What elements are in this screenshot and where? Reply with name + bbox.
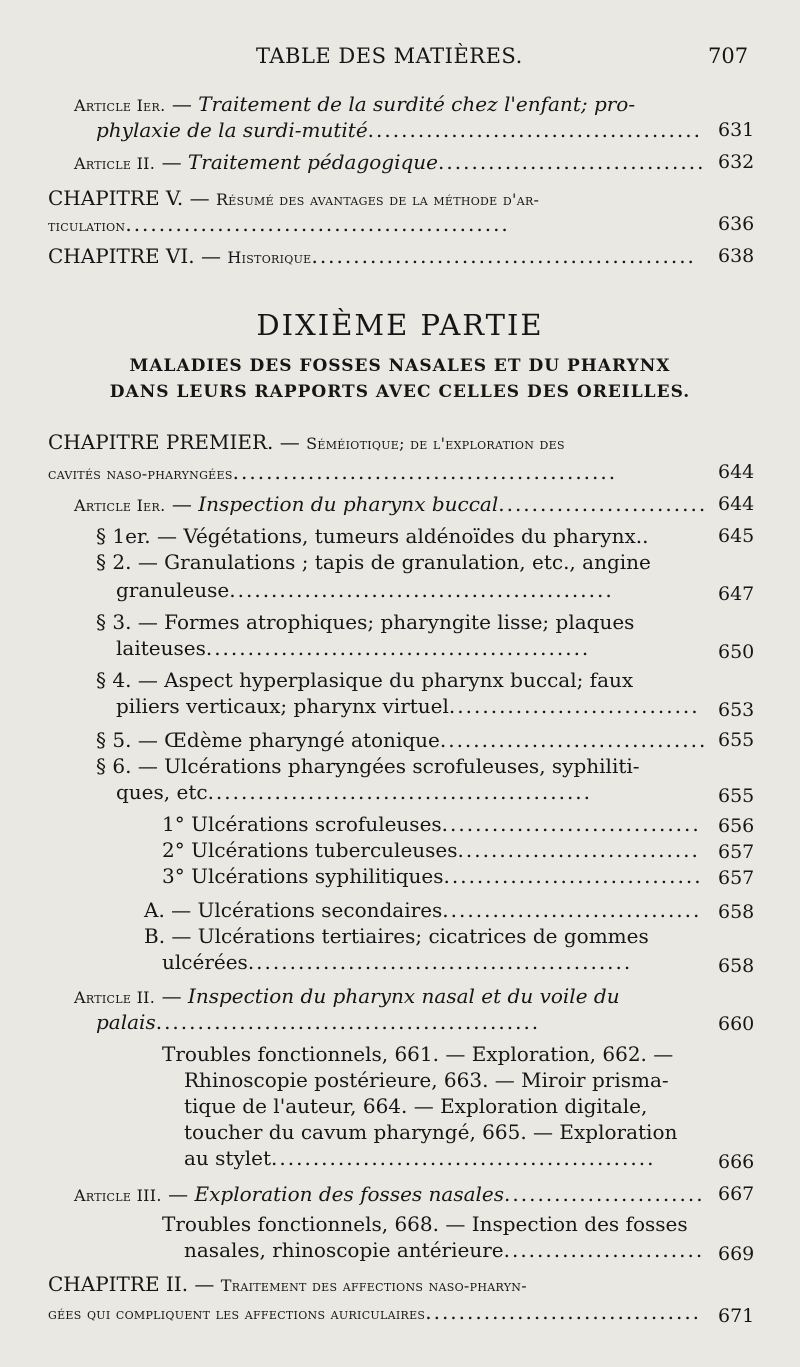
section-title-cont: granuleuse: [116, 578, 230, 602]
entry-page: 644: [718, 493, 755, 515]
entry-lead: Article III.: [74, 1186, 162, 1205]
subsection-line: [162, 812, 701, 837]
subsection-line: [144, 898, 701, 923]
subsection-title: Ulcérations tuberculeuses: [191, 838, 458, 862]
page-number: 707: [708, 44, 749, 68]
note-text: nasales, rhinoscopie antérieure: [184, 1238, 504, 1262]
entry-lead: CHAPITRE PREMIER.: [48, 430, 274, 454]
note-text: Troubles fonctionnels, 668. — Inspection des fosses: [162, 1212, 688, 1236]
section-page: 653: [718, 699, 755, 721]
leader-dots: ...............................: [443, 864, 703, 888]
leader-dots: ..............................................: [205, 636, 591, 660]
leader-dots: .........................: [498, 492, 708, 516]
dash: —: [137, 754, 158, 778]
entry-page: 644: [718, 461, 755, 483]
section-page: 650: [718, 641, 755, 663]
dash: —: [161, 150, 182, 174]
subsection-number: A.: [144, 898, 165, 922]
entry-lead: CHAPITRE V.: [48, 186, 184, 210]
section-line: [96, 754, 640, 779]
entry-lead: CHAPITRE II.: [48, 1272, 189, 1296]
dash: —: [200, 244, 221, 268]
subsection-page: 658: [718, 901, 755, 923]
section-line: [96, 550, 651, 575]
toc-entry-line: [74, 492, 707, 518]
toc-entry-line: [74, 1182, 705, 1208]
subsection-number: 2°: [162, 838, 185, 862]
dash: —: [168, 1182, 189, 1206]
entry-title: Séméiotique; de l'exploration des: [306, 434, 565, 453]
dash: —: [137, 728, 158, 752]
note-line: [184, 1068, 669, 1093]
subsection-title: Ulcérations tertiaires; cicatrices de gommes: [197, 924, 649, 948]
leader-dots: ..............................................: [271, 1146, 656, 1170]
toc-entry-line: [96, 118, 702, 143]
note-line: [184, 1094, 647, 1119]
dash: —: [171, 924, 192, 948]
toc-entry-line: [96, 1010, 540, 1035]
leader-dots: ..............................................: [155, 1010, 541, 1034]
running-header: [60, 44, 760, 74]
leader-dots: ................................: [439, 728, 708, 752]
leader-dots: ..............................................: [311, 244, 696, 268]
note-page: 669: [718, 1243, 755, 1265]
leader-dots: ..............................................: [232, 460, 618, 484]
entry-lead: Article II.: [74, 988, 156, 1007]
entry-title-cont: cavités naso-pharyngées: [48, 464, 233, 483]
entry-title-cont: phylaxie de la surdi-mutité: [96, 118, 368, 142]
subsection-title: Ulcérations syphilitiques: [191, 864, 444, 888]
section-title-cont: piliers verticaux; pharynx virtuel: [116, 694, 449, 718]
entry-title: Traitement de la surdité chez l'enfant; pro-: [198, 92, 636, 116]
section-line: [116, 578, 614, 603]
leader-dots: ........................................: [367, 118, 702, 142]
entry-title: Traitement pédagogique: [187, 150, 439, 174]
subsection-title: Ulcérations scrofuleuses: [191, 812, 442, 836]
section-page: 647: [718, 583, 755, 605]
note-text: Rhinoscopie postérieure, 663. — Miroir prisma-: [184, 1068, 669, 1092]
section-title: Œdème pharyngé atonique: [164, 728, 440, 752]
toc-entry-line: [48, 186, 539, 212]
note-text: au stylet: [184, 1146, 272, 1170]
dash: —: [161, 984, 182, 1008]
entry-page: 631: [718, 119, 755, 141]
note-line: [162, 1212, 688, 1237]
running-title: TABLE DES MATIÈRES.: [256, 44, 523, 68]
entry-page: 632: [718, 151, 755, 173]
entry-lead: CHAPITRE VI.: [48, 244, 195, 268]
leader-dots: ........................: [503, 1238, 705, 1262]
leader-dots: .................................: [425, 1300, 702, 1324]
note-text: toucher du cavum pharyngé, 665. — Exploration: [184, 1120, 678, 1144]
subsection-line: [144, 924, 649, 949]
section-number: § 4.: [96, 668, 132, 692]
section-title-cont: laiteuses: [116, 636, 206, 660]
subsection-number: 1°: [162, 812, 185, 836]
toc-entry-line: [48, 430, 565, 456]
section-number: § 5.: [96, 728, 132, 752]
entry-title-cont: ticulation: [48, 216, 126, 235]
subsection-line: [162, 864, 703, 889]
toc-entry-line: [48, 1272, 527, 1298]
section-line: [116, 694, 700, 719]
section-line: [96, 728, 707, 753]
note-text: Troubles fonctionnels, 661. — Exploration, 662. —: [162, 1042, 674, 1066]
entry-title: Inspection du pharynx nasal et du voile du: [187, 984, 620, 1008]
note-page: 666: [718, 1151, 755, 1173]
leader-dots: ..............................................: [125, 212, 510, 236]
dash: —: [171, 492, 192, 516]
dash: —: [194, 1272, 215, 1296]
entry-page: 638: [718, 245, 755, 267]
entry-title: Inspection du pharynx buccal: [198, 492, 499, 516]
leader-dots: ...............................: [441, 812, 701, 836]
entry-page: 660: [718, 1013, 755, 1035]
section-title: Ulcérations pharyngées scrofuleuses, syphiliti-: [164, 754, 640, 778]
part-title: DIXIÈME PARTIE: [256, 308, 544, 342]
leader-dots: ...............................: [442, 898, 702, 922]
section-title: Formes atrophiques; pharyngite lisse; plaques: [164, 610, 635, 634]
subsection-page: 657: [718, 841, 755, 863]
note-line: [162, 1042, 673, 1067]
leader-dots: .............................: [457, 838, 700, 862]
dash: —: [137, 668, 158, 692]
note-line: [184, 1120, 677, 1145]
dash: —: [157, 524, 177, 548]
section-page: 645: [718, 525, 755, 547]
entry-page: 671: [718, 1305, 755, 1327]
leader-dots: ........................: [504, 1182, 705, 1206]
dash: —: [171, 898, 192, 922]
subsection-number: B.: [144, 924, 166, 948]
entry-title: Traitement des affections naso-pharyn-: [220, 1276, 527, 1295]
leader-dots: ................................: [438, 150, 706, 174]
entry-title: Historique: [227, 248, 312, 267]
entry-title: Exploration des fosses nasales: [194, 1182, 505, 1206]
section-title-cont: ques, etc: [116, 780, 208, 804]
entry-page: 636: [718, 213, 755, 235]
section-title: Aspect hyperplasique du pharynx buccal; faux: [164, 668, 634, 692]
toc-entry-line: [74, 92, 635, 118]
subsection-line: [162, 838, 700, 863]
note-line: [184, 1146, 655, 1171]
part-subtitle: DANS LEURS RAPPORTS AVEC CELLES DES OREILLES.: [109, 382, 691, 402]
subsection-page: 657: [718, 867, 755, 889]
entry-page: 667: [718, 1183, 755, 1205]
entry-lead: Article Ier.: [74, 96, 166, 115]
toc-entry-line: [48, 460, 617, 486]
dash: —: [189, 186, 210, 210]
section-page: 655: [718, 729, 755, 751]
subsection-line: [162, 950, 632, 975]
subsection-page: 656: [718, 815, 755, 837]
entry-title-cont: palais: [96, 1010, 156, 1034]
section-page: 655: [718, 785, 755, 807]
leader-dots: ..............................: [448, 694, 700, 718]
toc-entry-line: [48, 244, 696, 270]
leader-dots: ..............................................: [229, 578, 614, 602]
entry-title: Résumé des avantages de la méthode d'ar-: [215, 190, 540, 209]
section-number: § 3.: [96, 610, 132, 634]
dash: —: [171, 92, 192, 116]
section-line: [116, 780, 592, 805]
note-line: [184, 1238, 704, 1263]
note-text: tique de l'auteur, 664. — Exploration digitale,: [184, 1094, 648, 1118]
section-title: Végétations, tumeurs aldénoïdes du pharynx..: [183, 524, 649, 548]
leader-dots: ..............................................: [207, 780, 593, 804]
leader-dots: ..............................................: [247, 950, 633, 974]
section-number: § 2.: [96, 550, 132, 574]
entry-title-cont: gées qui compliquent les affections auriculaires: [48, 1304, 426, 1323]
toc-entry-line: [48, 212, 510, 238]
section-line: [116, 636, 590, 661]
toc-entry-line: [74, 150, 705, 176]
subsection-title-cont: ulcérées: [162, 950, 248, 974]
toc-entry-line: [74, 984, 620, 1010]
section-number: § 1er.: [96, 524, 151, 548]
part-subtitle: MALADIES DES FOSSES NASALES ET DU PHARYNX: [129, 356, 671, 376]
toc-entry-line: [48, 1300, 701, 1326]
dash: —: [137, 610, 158, 634]
dash: —: [137, 550, 158, 574]
dash: —: [279, 430, 300, 454]
entry-lead: Article Ier.: [74, 496, 166, 515]
section-title: Granulations ; tapis de granulation, etc., angine: [164, 550, 651, 574]
section-number: § 6.: [96, 754, 132, 778]
subsection-title: Ulcérations secondaires: [197, 898, 443, 922]
section-line: [96, 610, 634, 635]
entry-lead: Article II.: [74, 154, 156, 173]
subsection-page: 658: [718, 955, 755, 977]
section-line: [96, 668, 633, 693]
section-line: [96, 524, 648, 549]
subsection-number: 3°: [162, 864, 185, 888]
